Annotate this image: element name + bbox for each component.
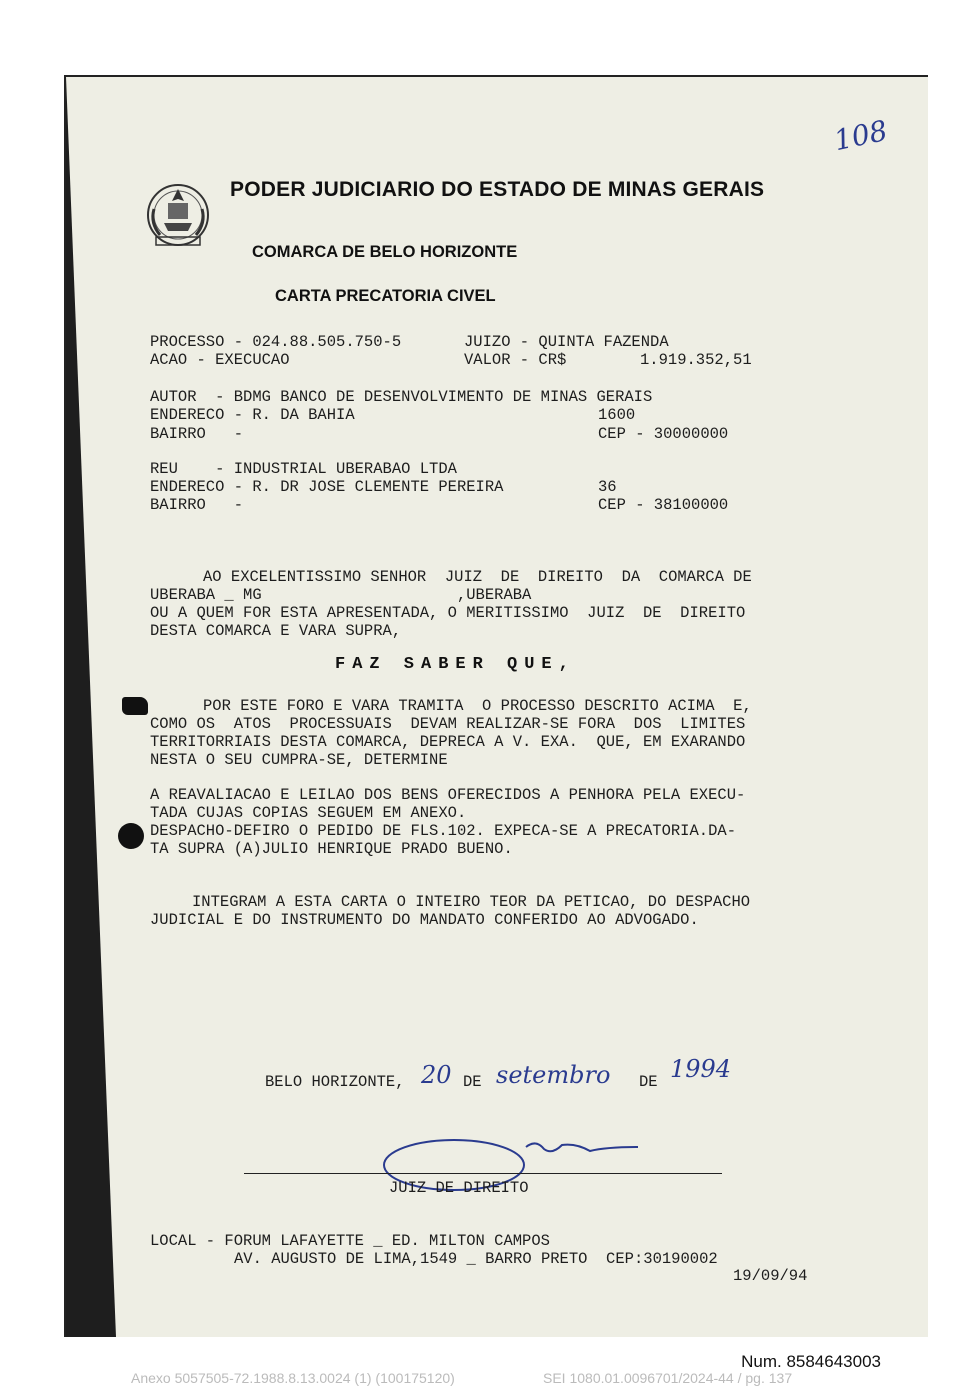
ink-blot — [122, 697, 148, 715]
faz-saber-heading: FAZ SABER QUE, — [335, 655, 576, 674]
comarca-title: COMARCA DE BELO HORIZONTE — [252, 243, 518, 261]
local-line2: AV. AUGUSTO DE LIMA,1549 _ BARRO PRETO CEP:30190002 — [234, 1250, 718, 1268]
autor-cep: CEP - 30000000 — [598, 425, 729, 443]
document-page — [64, 75, 928, 1337]
autor-endereco: ENDERECO - R. DA BAHIA — [150, 406, 355, 424]
autor-numero: 1600 — [598, 406, 636, 424]
document-type: CARTA PRECATORIA CIVEL — [275, 287, 496, 305]
document-num: Num. 8584643003 — [741, 1352, 881, 1371]
signature-label: JUIZ DE DIREITO — [389, 1179, 529, 1197]
reu-numero: 36 — [598, 478, 617, 496]
footer-anexo: Anexo 5057505-72.1988.8.13.0024 (1) (100175120) — [131, 1370, 455, 1386]
reu-bairro: BAIRRO - — [150, 496, 244, 514]
body-p3-line4: TA SUPRA (A)JULIO HENRIQUE PRADO BUENO. — [150, 840, 513, 858]
date-day-handwritten: 20 — [421, 1061, 452, 1089]
court-title: PODER JUDICIARIO DO ESTADO DE MINAS GERAIS — [230, 178, 765, 201]
scan-edge-shadow — [66, 77, 116, 1337]
body-p3-line2: TADA CUJAS COPIAS SEGUEM EM ANEXO. — [150, 804, 467, 822]
local-date: 19/09/94 — [733, 1267, 808, 1285]
body-p3-line1: A REAVALIACAO E LEILAO DOS BENS OFERECIDOS A PENHORA PELA EXECU- — [150, 786, 746, 804]
date-city: BELO HORIZONTE, — [265, 1073, 405, 1091]
body-p2-line4: NESTA O SEU CUMPRA-SE, DETERMINE — [150, 751, 448, 769]
reu-line: REU - INDUSTRIAL UBERABAO LTDA — [150, 460, 457, 478]
date-de-1: DE — [463, 1073, 482, 1091]
date-year-handwritten: 1994 — [670, 1055, 732, 1083]
body-p4-line1: INTEGRAM A ESTA CARTA O INTEIRO TEOR DA PETICAO, DO DESPACHO — [192, 893, 751, 911]
valor-amount: 1.919.352,51 — [640, 351, 752, 369]
body-p4-line2: JUDICIAL E DO INSTRUMENTO DO MANDATO CONFERIDO AO ADVOGADO. — [150, 911, 699, 929]
body-p1-line2: UBERABA _ MG ,UBERABA — [150, 586, 532, 604]
footer-sei: SEI 1080.01.0096701/2024-44 / pg. 137 — [543, 1370, 793, 1386]
punch-hole — [118, 823, 144, 849]
juizo-line: JUIZO - QUINTA FAZENDA — [464, 333, 669, 351]
body-p1-line1: AO EXCELENTISSIMO SENHOR JUIZ DE DIREITO DA COMARCA DE — [203, 568, 752, 586]
processo-line: PROCESSO - 024.88.505.750-5 — [150, 333, 402, 351]
body-p1-line3: OU A QUEM FOR ESTA APRESENTADA, O MERITISSIMO JUIZ DE DIREITO — [150, 604, 746, 622]
handwritten-page-number: 108 — [831, 113, 891, 158]
body-p2-line3: TERRITORRIAIS DESTA COMARCA, DEPRECA A V. EXA. QUE, EM EXARANDO — [150, 733, 746, 751]
local-line1: LOCAL - FORUM LAFAYETTE _ ED. MILTON CAMPOS — [150, 1232, 550, 1250]
date-de-2: DE — [639, 1073, 658, 1091]
state-coat-of-arms — [140, 179, 216, 255]
reu-cep: CEP - 38100000 — [598, 496, 729, 514]
body-p3-line3: DESPACHO-DEFIRO O PEDIDO DE FLS.102. EXPECA-SE A PRECATORIA.DA- — [150, 822, 736, 840]
autor-line: AUTOR - BDMG BANCO DE DESENVOLVIMENTO DE MINAS GERAIS — [150, 388, 653, 406]
valor-label: VALOR - CR$ — [464, 351, 567, 369]
body-p2-line1: POR ESTE FORO E VARA TRAMITA O PROCESSO DESCRITO ACIMA E, — [203, 697, 752, 715]
body-p1-line4: DESTA COMARCA E VARA SUPRA, — [150, 622, 402, 640]
autor-bairro: BAIRRO - — [150, 425, 244, 443]
reu-endereco: ENDERECO - R. DR JOSE CLEMENTE PEREIRA — [150, 478, 504, 496]
acao-line: ACAO - EXECUCAO — [150, 351, 290, 369]
date-month-handwritten: setembro — [496, 1061, 611, 1089]
body-p2-line2: COMO OS ATOS PROCESSUAIS DEVAM REALIZAR-SE FORA DOS LIMITES — [150, 715, 746, 733]
signature-line — [244, 1173, 722, 1174]
